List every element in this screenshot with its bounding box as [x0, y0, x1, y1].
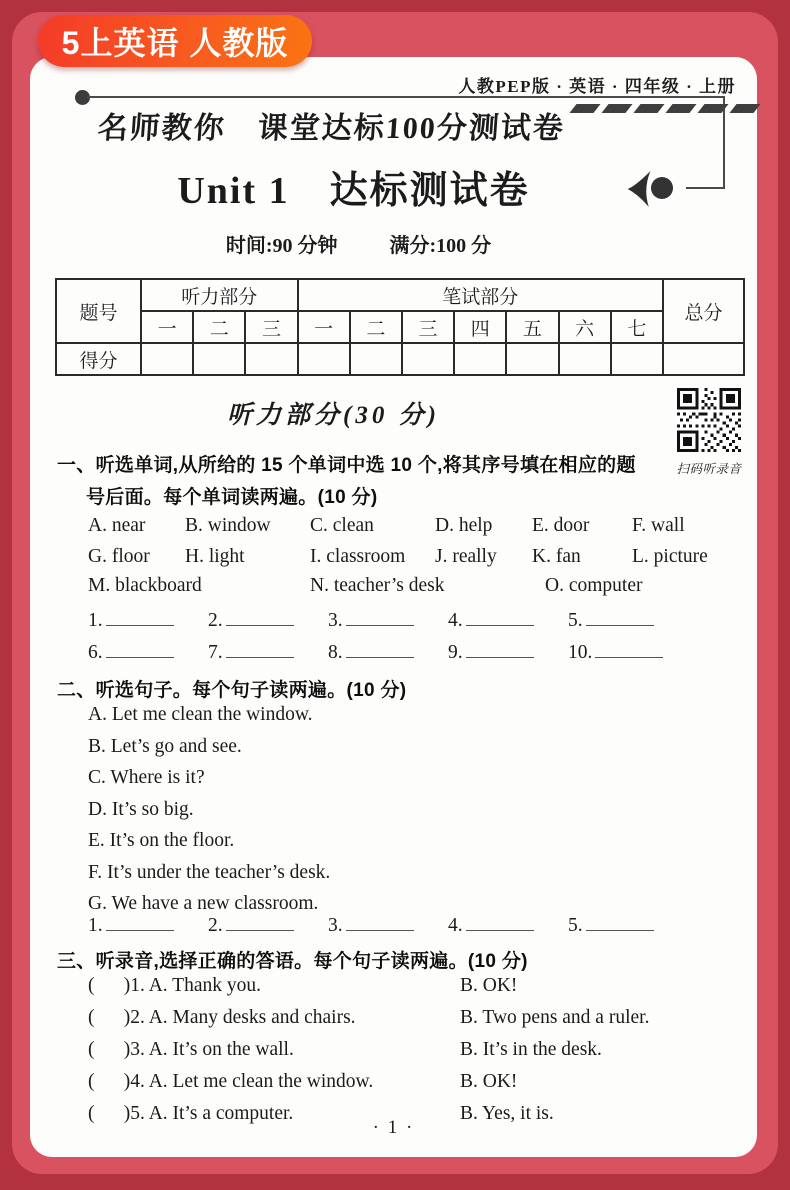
option-b: B. OK!	[460, 975, 518, 996]
col-header: 三	[245, 311, 297, 343]
sentence-option: E. It’s on the floor.	[88, 830, 235, 851]
part2-heading: 二、听选句子。每个句子读两遍。(10 分)	[57, 680, 407, 701]
word-option: O. computer	[545, 575, 643, 596]
sentence-option: B. Let’s go and see.	[88, 735, 242, 757]
col-header: 四	[454, 311, 506, 343]
part3-question-list	[88, 975, 728, 1125]
blank-number: 1.	[88, 915, 103, 936]
blank-number: 5.	[568, 610, 583, 631]
series-title: 名师教你 课堂达标100分测试卷	[96, 112, 566, 145]
blank-number: 5.	[568, 915, 583, 936]
word-option: C. clean	[310, 515, 374, 536]
blank-number: 6.	[88, 642, 103, 663]
score-cell	[193, 343, 245, 375]
option-a	[88, 1007, 460, 1029]
answer-blank	[208, 610, 328, 632]
page-number: · 1 ·	[372, 1117, 415, 1138]
dash-icon	[665, 104, 696, 113]
word-option: L. picture	[632, 546, 708, 567]
score-row-label: 得分	[56, 343, 141, 375]
blank-line	[346, 644, 414, 658]
dash-icon	[569, 104, 600, 113]
blank-number: 7.	[208, 642, 223, 663]
answer-bracket: ( )1.	[88, 975, 145, 996]
sentence-option: D. It’s so big.	[88, 798, 194, 820]
part1-heading-line1: 一、听选单词,从所给的 15 个单词中选 10 个,将其序号填在相应的题	[57, 455, 636, 476]
blank-line	[226, 644, 294, 658]
listening-part-label: 听力部分	[141, 279, 298, 311]
total-label: 总分	[663, 279, 744, 343]
word-option: F. wall	[632, 515, 685, 536]
option-a	[88, 1071, 460, 1093]
qr-code-icon	[677, 388, 741, 452]
question-row	[88, 1071, 728, 1093]
corner-label: 题号	[56, 279, 141, 343]
dash-icon	[601, 104, 632, 113]
blank-number: 2.	[208, 610, 223, 631]
table-row	[56, 279, 744, 311]
answer-bracket: ( )4.	[88, 1071, 145, 1092]
option-a-text: A. It’s a computer.	[148, 1103, 294, 1124]
col-header: 二	[350, 311, 402, 343]
score-cell	[402, 343, 454, 375]
word-option: G. floor	[88, 546, 150, 567]
blank-line	[346, 917, 414, 931]
blank-number: 9.	[448, 642, 463, 663]
option-a	[88, 1039, 460, 1061]
answer-blank	[88, 642, 208, 664]
blank-line	[586, 612, 654, 626]
option-a	[88, 975, 460, 997]
part2-answer-blanks	[88, 915, 688, 937]
book-badge	[38, 15, 312, 67]
option-a-text: A. Thank you.	[148, 975, 261, 996]
answer-blank	[208, 642, 328, 664]
word-options-grid-row3	[88, 575, 733, 597]
table-row	[56, 343, 744, 375]
blank-number: 3.	[328, 915, 343, 936]
blank-line	[346, 612, 414, 626]
col-header: 一	[298, 311, 350, 343]
answer-blank	[448, 610, 568, 632]
dash-icon	[729, 104, 760, 113]
score-cell	[245, 343, 297, 375]
blank-line	[106, 644, 174, 658]
part3-heading: 三、听录音,选择正确的答语。每个句子读两遍。(10 分)	[57, 951, 528, 972]
score-cell	[611, 343, 663, 375]
answer-bracket: ( )5.	[88, 1103, 145, 1124]
unit-title: Unit 1 达标测试卷	[177, 170, 530, 212]
answer-blank	[328, 610, 448, 632]
answer-blank	[568, 915, 688, 937]
listening-section-title: 听力部分(30 分)	[227, 402, 440, 429]
word-option: I. classroom	[310, 546, 406, 567]
dash-icon	[697, 104, 728, 113]
col-header: 五	[506, 311, 558, 343]
option-a-text: A. Let me clean the window.	[148, 1071, 374, 1092]
option-b: B. It’s in the desk.	[460, 1039, 602, 1060]
score-cell	[559, 343, 611, 375]
blank-number: 4.	[448, 610, 463, 631]
banner-horizontal-line	[87, 96, 725, 98]
blank-number: 3.	[328, 610, 343, 631]
option-b: B. Two pens and a ruler.	[460, 1007, 650, 1028]
part1-answer-blanks	[88, 610, 688, 664]
question-row	[88, 1007, 728, 1029]
blank-number: 8.	[328, 642, 343, 663]
blank-line	[106, 612, 174, 626]
question-row	[88, 975, 728, 997]
book-badge-label: 5上英语 人教版	[61, 25, 289, 61]
option-b: B. Yes, it is.	[460, 1103, 554, 1124]
col-header: 二	[193, 311, 245, 343]
score-cell	[298, 343, 350, 375]
word-option: N. teacher’s desk	[310, 575, 445, 596]
answer-blank	[328, 642, 448, 664]
option-a-text: A. Many desks and chairs.	[148, 1007, 356, 1028]
answer-blank	[448, 642, 568, 664]
sentence-option: G. We have a new classroom.	[88, 893, 319, 914]
answer-blank	[448, 915, 568, 937]
blank-line	[106, 917, 174, 931]
answer-blank	[568, 610, 688, 632]
sentence-option: A. Let me clean the window.	[88, 704, 313, 725]
blank-line	[226, 917, 294, 931]
answer-bracket: ( )3.	[88, 1039, 145, 1060]
word-options-grid	[88, 515, 733, 568]
score-cell	[454, 343, 506, 375]
blank-line	[466, 644, 534, 658]
blank-line	[586, 917, 654, 931]
word-option: B. window	[185, 515, 271, 536]
word-option: E. door	[532, 515, 590, 536]
col-header: 六	[559, 311, 611, 343]
score-cell	[506, 343, 558, 375]
word-option: D. help	[435, 515, 493, 536]
blank-line	[595, 644, 663, 658]
blank-line	[466, 917, 534, 931]
part2-sentence-options	[88, 704, 330, 915]
blank-number: 1.	[88, 610, 103, 631]
answer-blank	[208, 915, 328, 937]
blank-line	[466, 612, 534, 626]
blank-number: 10.	[568, 642, 593, 663]
banner-stub-line	[686, 187, 725, 189]
table-row	[56, 311, 744, 343]
sentence-option: C. Where is it?	[88, 767, 205, 788]
answer-blank	[568, 642, 688, 664]
option-a-text: A. It’s on the wall.	[148, 1039, 294, 1060]
word-option: M. blackboard	[88, 575, 202, 596]
answer-bracket: ( )2.	[88, 1007, 145, 1028]
blank-number: 4.	[448, 915, 463, 936]
question-row	[88, 1039, 728, 1061]
blank-number: 2.	[208, 915, 223, 936]
score-cell	[141, 343, 193, 375]
word-option: J. really	[435, 546, 497, 567]
sentence-option: F. It’s under the teacher’s desk.	[88, 861, 331, 883]
qr-caption: 扫码听录音	[676, 462, 742, 476]
time-limit: 时间:90 分钟	[225, 235, 338, 257]
part1-heading-line2: 号后面。每个单词读两遍。(10 分)	[86, 487, 378, 508]
blank-line	[226, 612, 294, 626]
score-cell	[350, 343, 402, 375]
word-option: K. fan	[532, 546, 581, 567]
col-header: 三	[402, 311, 454, 343]
answer-blank	[88, 610, 208, 632]
answer-blank	[328, 915, 448, 937]
score-table	[55, 278, 745, 376]
test-paper-page	[30, 57, 757, 1157]
full-score: 满分:100 分	[389, 235, 492, 257]
written-part-label: 笔试部分	[298, 279, 663, 311]
paper-meta	[30, 229, 687, 258]
qr-block	[676, 388, 742, 477]
word-option: A. near	[88, 515, 146, 536]
col-header: 七	[611, 311, 663, 343]
score-cell	[663, 343, 744, 375]
word-option: H. light	[185, 546, 245, 567]
option-b: B. OK!	[460, 1071, 518, 1092]
col-header: 一	[141, 311, 193, 343]
edition-header: 人教PEP版 · 英语 · 四年级 · 上册	[458, 77, 736, 96]
answer-blank	[88, 915, 208, 937]
banner-dashes	[573, 104, 757, 113]
dash-icon	[633, 104, 664, 113]
